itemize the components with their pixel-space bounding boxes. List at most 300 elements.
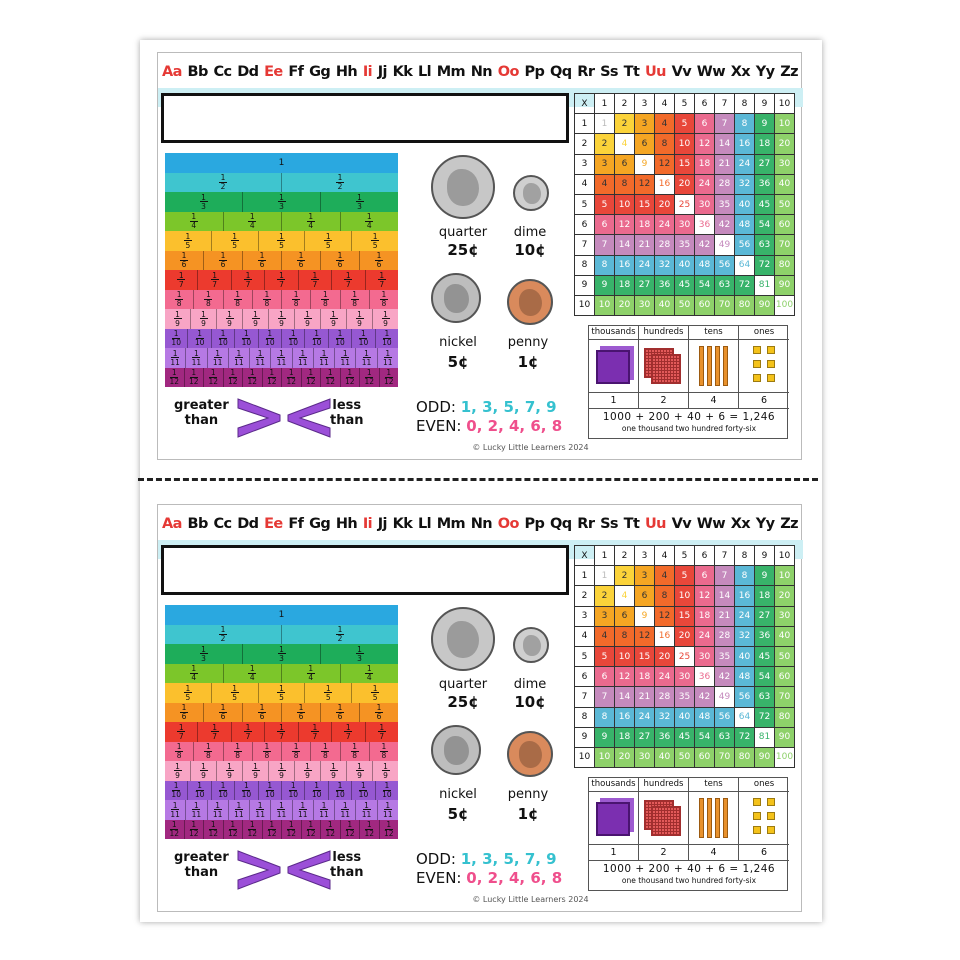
product-cell: 6 xyxy=(615,606,635,626)
factor-header: 8 xyxy=(575,707,595,727)
fraction-piece: 1 4 xyxy=(281,664,340,684)
factor-header: 1 xyxy=(575,566,595,586)
product-cell: 21 xyxy=(715,606,735,626)
fraction-piece: 1 10 xyxy=(258,781,281,801)
place-header-tens: tens xyxy=(689,326,739,340)
alphabet-letter: Jj xyxy=(377,64,387,80)
product-cell: 6 xyxy=(635,134,655,154)
product-cell: 2 xyxy=(595,134,615,154)
factor-header: 7 xyxy=(575,235,595,255)
fraction-piece: 1 11 xyxy=(207,800,228,820)
alphabet-letter: Vv xyxy=(671,64,692,80)
place-digit: 4 xyxy=(689,844,739,860)
fraction-piece: 1 11 xyxy=(270,800,291,820)
factor-header: 2 xyxy=(575,586,595,606)
fraction-piece: 1 11 xyxy=(292,348,313,368)
fraction-piece: 1 8 xyxy=(223,290,252,310)
alphabet-letter: Qq xyxy=(550,64,572,80)
product-cell: 100 xyxy=(775,295,795,315)
product-cell: 50 xyxy=(675,747,695,767)
alphabet-letter: Ii xyxy=(362,64,373,80)
product-cell: 30 xyxy=(695,646,715,666)
alphabet-letter: Rr xyxy=(577,516,595,532)
place-header-hundreds: hundreds xyxy=(639,326,689,340)
times-corner: X xyxy=(575,94,595,114)
product-cell: 8 xyxy=(735,114,755,134)
fraction-piece: 1 9 xyxy=(346,761,372,781)
nickel-label: nickel xyxy=(439,335,477,350)
nickel-coin-icon xyxy=(431,725,481,775)
less-than-symbol-icon xyxy=(286,397,332,439)
product-cell: 32 xyxy=(735,626,755,646)
fraction-row xyxy=(165,761,398,781)
product-cell: 48 xyxy=(695,707,715,727)
alphabet-letter: Yy xyxy=(755,64,775,80)
fraction-piece: 1 4 xyxy=(223,664,282,684)
fraction-row xyxy=(165,153,398,173)
base-ten-hundreds-icon xyxy=(639,792,689,844)
fraction-row xyxy=(165,683,398,703)
fraction-piece: 1 10 xyxy=(328,329,351,349)
product-cell: 6 xyxy=(695,566,715,586)
fraction-piece: 1 5 xyxy=(304,683,351,703)
fraction-piece: 1 10 xyxy=(375,781,398,801)
product-cell: 28 xyxy=(655,687,675,707)
product-cell: 30 xyxy=(775,154,795,174)
fraction-row xyxy=(165,664,398,684)
product-cell: 9 xyxy=(595,727,615,747)
product-cell: 30 xyxy=(635,747,655,767)
fraction-piece: 1 9 xyxy=(190,761,216,781)
product-cell: 9 xyxy=(595,275,615,295)
product-cell: 20 xyxy=(655,194,675,214)
product-cell: 35 xyxy=(715,194,735,214)
product-cell: 16 xyxy=(735,134,755,154)
product-cell: 12 xyxy=(655,154,675,174)
product-cell: 10 xyxy=(615,194,635,214)
fraction-piece: 1 10 xyxy=(281,329,304,349)
odd-even-reference: ODD: 1, 3, 5, 7, 9 EVEN: 0, 2, 4, 6, 8 xyxy=(416,850,563,887)
fraction-piece: 1 11 xyxy=(185,800,206,820)
product-cell: 14 xyxy=(615,235,635,255)
product-cell: 2 xyxy=(615,566,635,586)
fraction-row xyxy=(165,781,398,801)
place-value-chart xyxy=(588,325,788,439)
product-cell: 7 xyxy=(715,114,735,134)
penny-value: 1¢ xyxy=(517,805,539,823)
product-cell: 20 xyxy=(775,586,795,606)
fraction-piece: 1 9 xyxy=(372,761,398,781)
fraction-piece: 1 9 xyxy=(294,761,320,781)
fraction-piece: 1 5 xyxy=(351,231,398,251)
product-cell: 5 xyxy=(675,566,695,586)
copyright: © Lucky Little Learners 2024 xyxy=(472,443,589,452)
fraction-piece: 1 7 xyxy=(197,270,230,290)
product-cell: 24 xyxy=(655,667,675,687)
fraction-piece: 1 12 xyxy=(203,820,223,840)
alphabet-letter: Vv xyxy=(671,516,692,532)
product-cell: 12 xyxy=(635,174,655,194)
factor-header: 8 xyxy=(575,255,595,275)
fraction-piece: 1 7 xyxy=(365,270,398,290)
alphabet-letter: Ww xyxy=(696,64,725,80)
base-ten-hundreds-icon xyxy=(639,340,689,392)
factor-header: 5 xyxy=(675,94,695,114)
factor-header: 1 xyxy=(575,114,595,134)
fraction-piece: 1 9 xyxy=(242,761,268,781)
product-cell: 14 xyxy=(715,586,735,606)
product-cell: 16 xyxy=(615,707,635,727)
product-cell: 8 xyxy=(615,626,635,646)
product-cell: 90 xyxy=(775,275,795,295)
product-cell: 6 xyxy=(595,215,615,235)
product-cell: 14 xyxy=(715,134,735,154)
product-cell: 36 xyxy=(655,275,675,295)
product-cell: 10 xyxy=(595,747,615,767)
product-cell: 16 xyxy=(615,255,635,275)
place-digit: 1 xyxy=(589,392,639,408)
fraction-piece: 1 11 xyxy=(313,348,334,368)
coin-chart xyxy=(423,603,563,823)
coin-chart xyxy=(423,151,563,371)
name-box[interactable] xyxy=(161,545,569,595)
place-header-tens: tens xyxy=(689,778,739,792)
name-box[interactable] xyxy=(161,93,569,143)
fraction-piece: 1 xyxy=(278,157,285,168)
product-cell: 12 xyxy=(615,215,635,235)
fraction-piece: 1 4 xyxy=(340,664,399,684)
factor-header: 10 xyxy=(775,546,795,566)
fraction-piece: 1 11 xyxy=(355,348,376,368)
fraction-piece: 1 4 xyxy=(281,212,340,232)
alphabet-letter: Tt xyxy=(623,64,640,80)
product-cell: 63 xyxy=(715,275,735,295)
fraction-piece: 1 11 xyxy=(170,800,180,819)
penny-coin-icon xyxy=(507,279,553,325)
product-cell: 42 xyxy=(715,215,735,235)
fraction-piece: 1 10 xyxy=(187,781,210,801)
fraction-piece: 1 8 xyxy=(252,290,281,310)
fraction-row xyxy=(165,290,398,310)
fraction-piece: 1 12 xyxy=(169,368,180,387)
less-than-symbol-icon xyxy=(286,849,332,891)
fraction-piece: 1 12 xyxy=(223,820,243,840)
product-cell: 50 xyxy=(775,646,795,666)
fraction-piece: 1 12 xyxy=(281,368,301,388)
penny-coin-icon xyxy=(507,731,553,777)
fraction-row xyxy=(165,270,398,290)
fraction-row xyxy=(165,251,398,271)
product-cell: 16 xyxy=(655,626,675,646)
fraction-piece: 1 12 xyxy=(262,368,282,388)
place-digit: 1 xyxy=(589,844,639,860)
fraction-piece: 1 3 xyxy=(201,644,206,663)
fraction-piece: 1 12 xyxy=(203,368,223,388)
fraction-piece: 1 3 xyxy=(320,192,398,212)
fraction-piece: 1 12 xyxy=(242,368,262,388)
product-cell: 63 xyxy=(755,235,775,255)
alphabet-letter: Uu xyxy=(645,64,666,80)
product-cell: 30 xyxy=(635,295,655,315)
product-cell: 15 xyxy=(675,154,695,174)
multiplication-chart xyxy=(574,93,795,316)
product-cell: 3 xyxy=(595,154,615,174)
desk-card xyxy=(157,52,802,460)
odd-even-reference: ODD: 1, 3, 5, 7, 9 EVEN: 0, 2, 4, 6, 8 xyxy=(416,398,563,435)
product-cell: 45 xyxy=(755,646,775,666)
fraction-piece: 1 7 xyxy=(331,722,364,742)
fraction-piece: 1 10 xyxy=(211,329,234,349)
product-cell: 25 xyxy=(675,194,695,214)
fraction-piece: 1 7 xyxy=(178,270,184,289)
factor-header: 3 xyxy=(575,606,595,626)
product-cell: 15 xyxy=(635,646,655,666)
fraction-row xyxy=(165,742,398,762)
product-cell: 18 xyxy=(755,134,775,154)
fraction-piece: 1 3 xyxy=(242,644,320,664)
place-header-thousands: thousands xyxy=(589,778,639,792)
alphabet-letter: Ll xyxy=(418,516,432,532)
fraction-piece: 1 2 xyxy=(220,173,226,192)
fraction-piece: 1 8 xyxy=(369,742,398,762)
fraction-piece: 1 4 xyxy=(223,212,282,232)
product-cell: 80 xyxy=(735,747,755,767)
fraction-piece: 1 5 xyxy=(351,683,398,703)
fraction-piece: 1 12 xyxy=(169,820,180,839)
product-cell: 60 xyxy=(695,747,715,767)
alphabet-letter: Oo xyxy=(497,64,519,80)
product-cell: 16 xyxy=(655,174,675,194)
quarter-label: quarter xyxy=(438,225,488,240)
fraction-piece: 1 3 xyxy=(201,192,206,211)
product-cell: 20 xyxy=(775,134,795,154)
fraction-piece: 1 9 xyxy=(320,309,346,329)
product-cell: 40 xyxy=(775,174,795,194)
product-cell: 80 xyxy=(775,255,795,275)
factor-header: 10 xyxy=(575,295,595,315)
penny-label: penny xyxy=(507,787,549,802)
factor-header: 3 xyxy=(635,546,655,566)
product-cell: 27 xyxy=(635,727,655,747)
product-cell: 60 xyxy=(775,667,795,687)
dime-value: 10¢ xyxy=(514,241,546,259)
alphabet-letter: Ss xyxy=(600,64,618,80)
product-cell: 54 xyxy=(755,667,775,687)
fraction-piece: 1 11 xyxy=(207,348,228,368)
alphabet-letter: Pp xyxy=(524,64,545,80)
factor-header: 1 xyxy=(595,94,615,114)
fraction-row xyxy=(165,625,398,645)
fraction-row xyxy=(165,231,398,251)
alphabet-letter: Ff xyxy=(288,516,304,532)
fraction-piece: 1 12 xyxy=(320,820,340,840)
fraction-piece: 1 7 xyxy=(331,270,364,290)
product-cell: 18 xyxy=(615,727,635,747)
product-cell: 10 xyxy=(615,646,635,666)
alphabet-letter: Aa xyxy=(162,64,182,80)
cut-line xyxy=(138,478,818,481)
fraction-piece: 1 9 xyxy=(242,309,268,329)
expanded-form xyxy=(589,860,789,892)
product-cell: 56 xyxy=(735,687,755,707)
product-cell: 3 xyxy=(635,566,655,586)
fraction-piece: 1 9 xyxy=(190,309,216,329)
product-cell: 7 xyxy=(595,235,615,255)
less-than-label: less than xyxy=(330,398,364,428)
product-cell: 81 xyxy=(755,727,775,747)
product-cell: 40 xyxy=(675,255,695,275)
fraction-piece: 1 8 xyxy=(340,290,369,310)
fraction-piece: 1 10 xyxy=(211,781,234,801)
product-cell: 48 xyxy=(695,255,715,275)
factor-header: 3 xyxy=(635,94,655,114)
base-ten-thousands-icon xyxy=(589,340,639,392)
fraction-piece: 1 12 xyxy=(340,368,360,388)
alphabet-letter: Gg xyxy=(309,516,331,532)
product-cell: 10 xyxy=(675,586,695,606)
product-cell: 4 xyxy=(655,566,675,586)
fraction-piece: 1 11 xyxy=(377,348,398,368)
fraction-row xyxy=(165,192,398,212)
alphabet-strip xyxy=(162,510,798,538)
fraction-piece: 1 6 xyxy=(359,703,398,723)
factor-header: 5 xyxy=(575,646,595,666)
fraction-piece: 1 3 xyxy=(242,192,320,212)
alphabet-letter: Yy xyxy=(755,516,775,532)
fraction-piece: 1 6 xyxy=(359,251,398,271)
alphabet-letter: Bb xyxy=(187,64,208,80)
product-cell: 9 xyxy=(635,154,655,174)
fraction-piece: 1 2 xyxy=(281,625,398,645)
product-cell: 4 xyxy=(655,114,675,134)
fraction-piece: 1 7 xyxy=(264,722,297,742)
fraction-piece: 1 5 xyxy=(185,683,191,702)
fraction-piece: 1 10 xyxy=(351,329,374,349)
copyright: © Lucky Little Learners 2024 xyxy=(472,895,589,904)
product-cell: 35 xyxy=(715,646,735,666)
fraction-piece: 1 6 xyxy=(242,251,281,271)
product-cell: 72 xyxy=(755,707,775,727)
product-cell: 18 xyxy=(695,606,715,626)
fraction-piece: 1 10 xyxy=(258,329,281,349)
product-cell: 24 xyxy=(735,154,755,174)
factor-header: 8 xyxy=(735,94,755,114)
product-cell: 27 xyxy=(755,606,775,626)
factor-header: 6 xyxy=(575,667,595,687)
alphabet-letter: Ff xyxy=(288,64,304,80)
fraction-row xyxy=(165,644,398,664)
fraction-piece: 1 11 xyxy=(270,348,291,368)
product-cell: 18 xyxy=(755,586,775,606)
fraction-piece: 1 7 xyxy=(264,270,297,290)
place-digit: 6 xyxy=(739,392,789,408)
base-ten-tens-icon xyxy=(689,792,739,844)
fraction-piece: 1 10 xyxy=(234,329,257,349)
fraction-piece: 1 12 xyxy=(379,368,399,388)
alphabet-letter: Qq xyxy=(550,516,572,532)
product-cell: 12 xyxy=(635,626,655,646)
fraction-piece: 1 4 xyxy=(191,212,197,231)
desk-card xyxy=(157,504,802,912)
fraction-piece: 1 5 xyxy=(258,683,305,703)
fraction-piece: 1 10 xyxy=(171,329,181,348)
multiplication-chart xyxy=(574,545,795,768)
fraction-row xyxy=(165,703,398,723)
factor-header: 4 xyxy=(655,546,675,566)
fraction-piece: 1 6 xyxy=(181,251,187,270)
fraction-piece: 1 11 xyxy=(249,800,270,820)
fraction-piece: 1 12 xyxy=(320,368,340,388)
alphabet-letter: Hh xyxy=(335,64,358,80)
product-cell: 28 xyxy=(715,626,735,646)
fraction-piece: 1 9 xyxy=(175,761,180,780)
factor-header: 2 xyxy=(575,134,595,154)
fraction-piece: 1 12 xyxy=(301,368,321,388)
product-cell: 40 xyxy=(735,194,755,214)
product-cell: 54 xyxy=(755,215,775,235)
product-cell: 63 xyxy=(755,687,775,707)
fraction-piece: 1 9 xyxy=(268,761,294,781)
factor-header: 9 xyxy=(575,275,595,295)
product-cell: 4 xyxy=(615,134,635,154)
fraction-row xyxy=(165,212,398,232)
fraction-piece: 1 10 xyxy=(351,781,374,801)
factor-header: 3 xyxy=(575,154,595,174)
less-than-label: less than xyxy=(330,850,364,880)
fraction-piece: 1 12 xyxy=(359,368,379,388)
product-cell: 63 xyxy=(715,727,735,747)
alphabet-letter: Dd xyxy=(237,64,259,80)
product-cell: 20 xyxy=(655,646,675,666)
penny-label: penny xyxy=(507,335,549,350)
fraction-piece: 1 12 xyxy=(359,820,379,840)
fraction-piece: 1 9 xyxy=(294,309,320,329)
product-cell: 9 xyxy=(635,606,655,626)
fraction-piece: 1 12 xyxy=(223,368,243,388)
fraction-piece: 1 8 xyxy=(310,290,339,310)
fraction-piece: 1 8 xyxy=(193,290,222,310)
product-cell: 45 xyxy=(675,275,695,295)
fraction-row xyxy=(165,722,398,742)
product-cell: 1 xyxy=(595,566,615,586)
product-cell: 20 xyxy=(615,295,635,315)
alphabet-letter: Zz xyxy=(780,516,798,532)
alphabet-letter: Oo xyxy=(497,516,519,532)
factor-header: 9 xyxy=(575,727,595,747)
fraction-piece: 1 12 xyxy=(340,820,360,840)
factor-header: 9 xyxy=(755,94,775,114)
product-cell: 45 xyxy=(675,727,695,747)
product-cell: 4 xyxy=(615,586,635,606)
product-cell: 1 xyxy=(595,114,615,134)
product-cell: 70 xyxy=(775,235,795,255)
product-cell: 36 xyxy=(755,626,775,646)
alphabet-letter: Uu xyxy=(645,516,666,532)
fraction-piece: 1 11 xyxy=(334,348,355,368)
product-cell: 6 xyxy=(695,114,715,134)
nickel-label: nickel xyxy=(439,787,477,802)
fraction-piece: 1 12 xyxy=(242,820,262,840)
product-cell: 25 xyxy=(675,646,695,666)
greater-than-label: greater than xyxy=(174,850,229,880)
product-cell: 24 xyxy=(635,255,655,275)
product-cell: 9 xyxy=(755,566,775,586)
product-cell: 36 xyxy=(755,174,775,194)
fraction-piece: 1 10 xyxy=(234,781,257,801)
product-cell: 10 xyxy=(775,114,795,134)
product-cell: 36 xyxy=(655,727,675,747)
fraction-piece: 1 12 xyxy=(262,820,282,840)
